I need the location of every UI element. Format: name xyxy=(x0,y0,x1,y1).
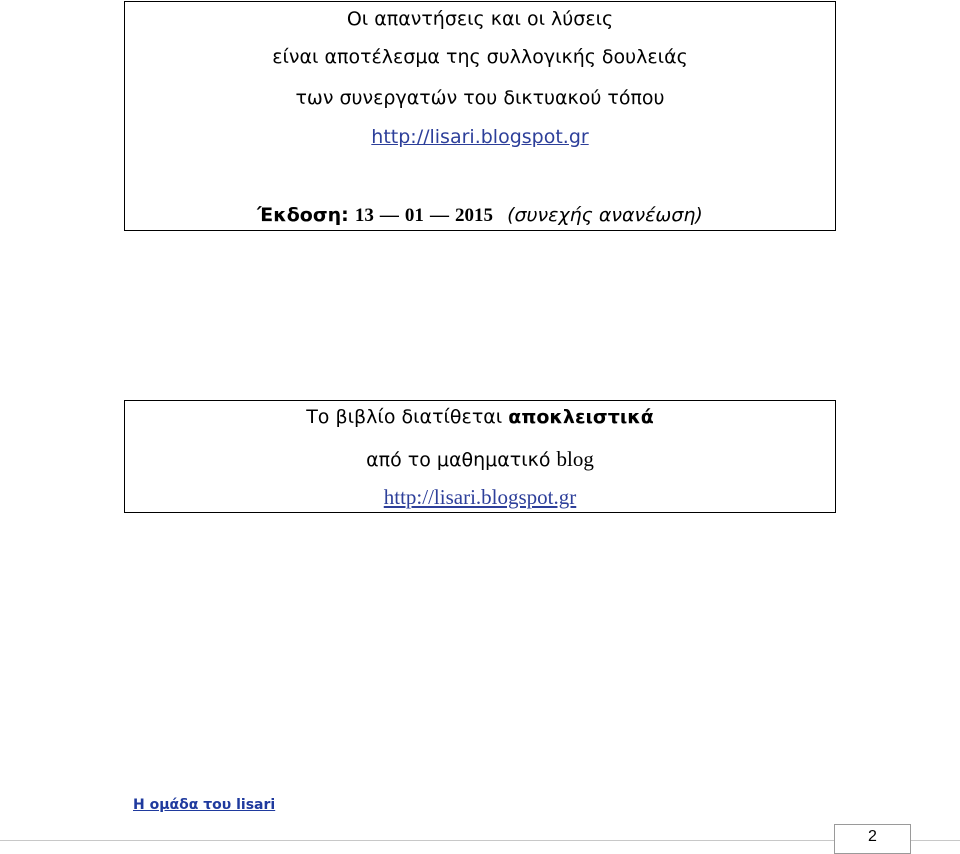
blog-prefix: από το μαθηματικό xyxy=(366,449,551,471)
edition-dash-1: — xyxy=(379,205,399,226)
edition-note: (συνεχής ανανέωση) xyxy=(507,204,703,226)
edition-year: 2015 xyxy=(455,205,494,226)
info-box xyxy=(124,1,836,231)
blog-link-line xyxy=(125,485,835,510)
blog-line xyxy=(125,447,835,472)
availability-emphasis: αποκλειστικά xyxy=(508,406,654,428)
page-number-box xyxy=(834,824,911,854)
availability-prefix: Το βιβλίο διατίθεται xyxy=(306,406,503,428)
page-number: 2 xyxy=(868,828,877,845)
site-link[interactable]: http://lisari.blogspot.gr xyxy=(371,126,589,148)
blog-word: blog xyxy=(556,447,594,471)
blog-link[interactable]: http://lisari.blogspot.gr xyxy=(383,485,577,509)
edition-month: 01 xyxy=(404,205,424,226)
availability-line xyxy=(125,406,835,428)
availability-box xyxy=(124,400,836,513)
answers-line: Οι απαντήσεις και οι λύσεις xyxy=(346,8,614,30)
edition-label: Έκδοση: xyxy=(257,204,349,226)
edition-dash-2: — xyxy=(429,205,449,226)
collective-work-line: είναι αποτέλεσμα της συλλογικής δουλειάς xyxy=(272,46,688,68)
collaborators-line: των συνεργατών του δικτυακού τόπου xyxy=(295,87,665,109)
site-link-line xyxy=(125,126,835,148)
edition-day: 13 xyxy=(354,205,374,226)
team-footer-link[interactable]: Η ομάδα του lisari xyxy=(133,797,276,813)
footer-divider xyxy=(0,840,960,841)
edition-line xyxy=(125,204,835,227)
